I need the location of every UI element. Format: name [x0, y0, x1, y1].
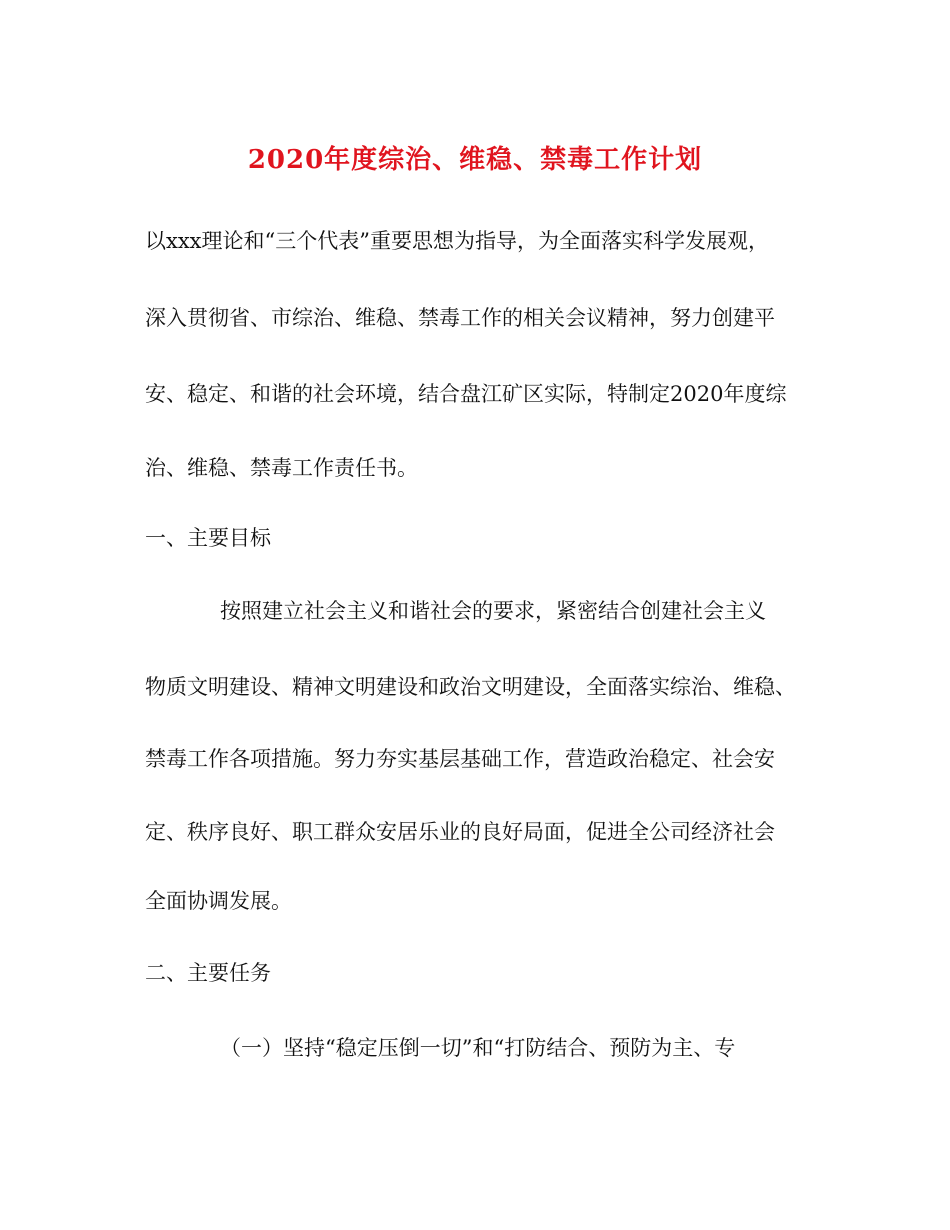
- intro-line-4: 治、维稳、禁毒工作责任书。: [145, 456, 418, 480]
- goals-line-2: 物质文明建设、精神文明建设和政治文明建设，全面落实综治、维稳、: [145, 675, 796, 699]
- document-title: 2020年度综治、维稳、禁毒工作计划: [247, 145, 703, 175]
- intro-line-2: 深入贯彻省、市综治、维稳、禁毒工作的相关会议精神，努力创建平: [145, 306, 775, 330]
- intro-line-1: 以xxx理论和“三个代表”重要思想为指导，为全面落实科学发展观，: [145, 229, 769, 253]
- goals-line-5: 全面协调发展。: [145, 889, 292, 913]
- section-heading-goals: 一、主要目标: [145, 526, 271, 550]
- intro-line-3: 安、稳定、和谐的社会环境，结合盘江矿区实际，特制定2020年度综: [145, 382, 787, 406]
- goals-line-4: 定、秩序良好、职工群众安居乐业的良好局面，促进全公司经济社会: [145, 820, 775, 844]
- tasks-line-1: （一）坚持“稳定压倒一切”和“打防结合、预防为主、专: [220, 1036, 736, 1060]
- goals-line-3: 禁毒工作各项措施。努力夯实基层基础工作，营造政治稳定、社会安: [145, 747, 775, 771]
- goals-line-1: 按照建立社会主义和谐社会的要求，紧密结合创建社会主义: [220, 599, 766, 623]
- section-heading-tasks: 二、主要任务: [145, 961, 271, 985]
